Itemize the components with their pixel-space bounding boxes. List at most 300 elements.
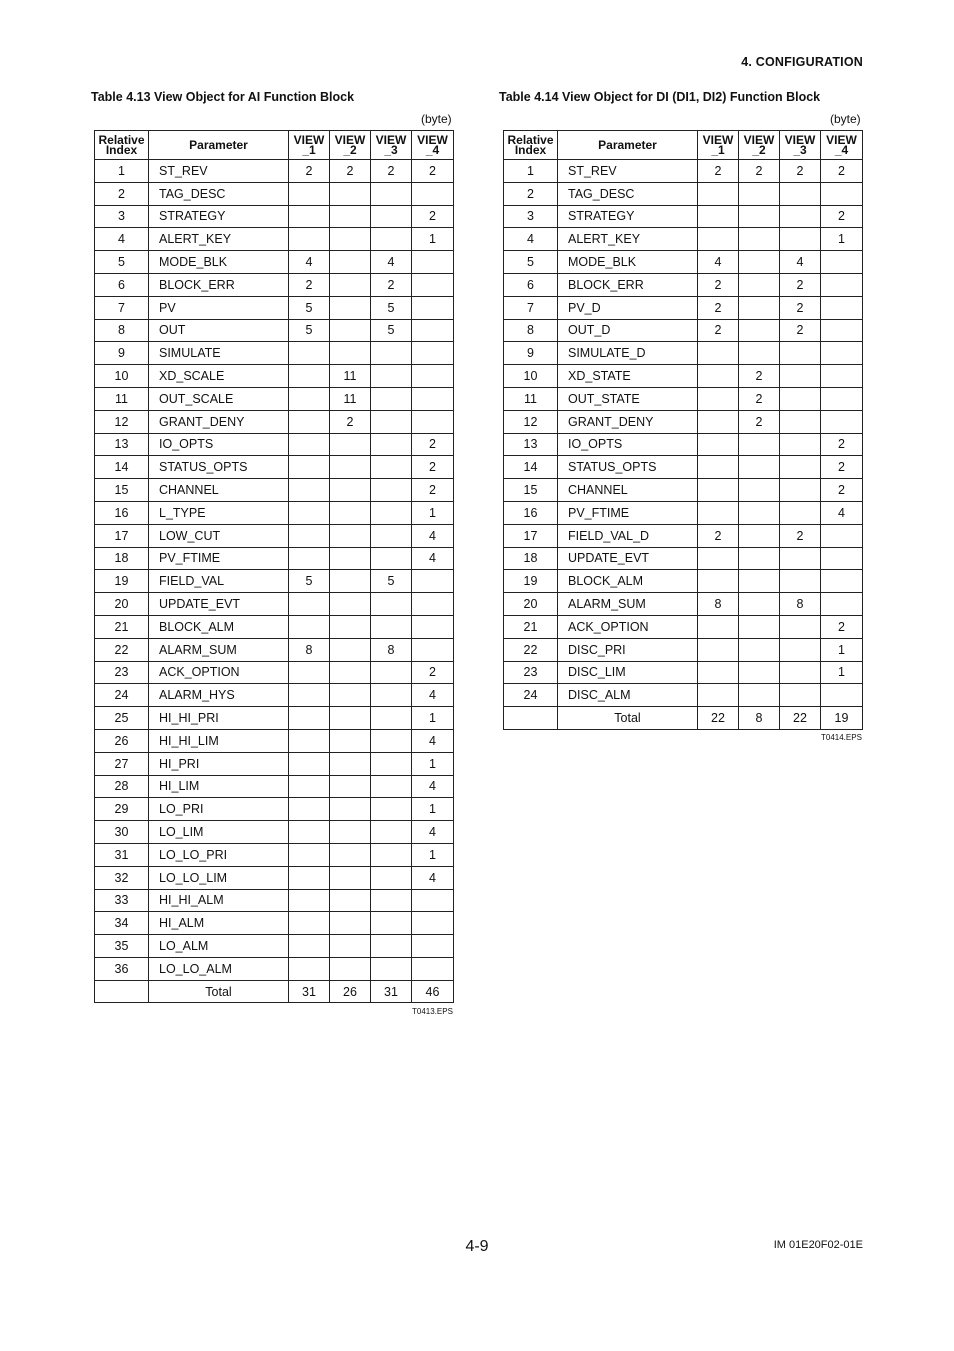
view-cell: 2 [371,160,412,183]
view-cell [330,593,371,616]
parameter-cell: PV_D [558,296,698,319]
view-cell: 4 [412,547,454,570]
parameter-cell: HI_PRI [149,752,289,775]
column-header: VIEW _1 [289,131,330,160]
view-cell [780,479,821,502]
index-cell: 3 [95,205,149,228]
view-cell [330,273,371,296]
view-cell [780,615,821,638]
view-cell: 4 [371,251,412,274]
index-cell: 26 [95,729,149,752]
view-cell: 2 [821,479,863,502]
view-cell [698,638,739,661]
table-row [95,821,454,844]
view-cell [698,615,739,638]
view-cell [330,707,371,730]
parameter-cell: LO_ALM [149,935,289,958]
view-cell [330,752,371,775]
view-cell [289,775,330,798]
index-cell: 7 [504,296,558,319]
view-cell [371,889,412,912]
view-cell: 2 [289,273,330,296]
view-cell [371,182,412,205]
view-cell [371,456,412,479]
view-cell: 1 [412,843,454,866]
table-row [504,410,863,433]
parameter-cell: FIELD_VAL_D [558,524,698,547]
view-cell: 2 [821,160,863,183]
view-cell [698,205,739,228]
parameter-cell: STRATEGY [558,205,698,228]
view-cell: 2 [739,410,780,433]
parameter-cell: HI_HI_PRI [149,707,289,730]
view-cell [780,638,821,661]
view-cell [412,957,454,980]
parameter-cell: DISC_LIM [558,661,698,684]
view-cell [371,479,412,502]
view-cell [371,684,412,707]
view-cell [739,638,780,661]
view-cell [821,570,863,593]
table-row [504,342,863,365]
view-cell: 5 [371,570,412,593]
view-cell [371,615,412,638]
parameter-cell: ACK_OPTION [149,661,289,684]
parameter-cell: LO_LO_PRI [149,843,289,866]
view-cell: 4 [821,501,863,524]
view-cell: 2 [412,479,454,502]
view-cell [289,889,330,912]
table-row [504,296,863,319]
view-cell [821,296,863,319]
index-cell: 21 [504,615,558,638]
parameter-cell: L_TYPE [149,501,289,524]
index-cell: 9 [95,342,149,365]
view-cell: 2 [780,273,821,296]
parameter-cell: GRANT_DENY [558,410,698,433]
index-cell: 36 [95,957,149,980]
view-cell: 4 [412,866,454,889]
parameter-cell: LO_LO_LIM [149,866,289,889]
view-cell [330,821,371,844]
view-cell [330,615,371,638]
index-cell: 9 [504,342,558,365]
parameter-cell: DISC_PRI [558,638,698,661]
view-cell: 1 [412,228,454,251]
column-header: Relative Index [504,131,558,160]
table-header-row [504,131,863,160]
view-cell [412,410,454,433]
index-cell: 30 [95,821,149,844]
parameter-cell: GRANT_DENY [149,410,289,433]
view-cell [330,228,371,251]
view-cell: 8 [289,638,330,661]
parameter-cell: CHANNEL [558,479,698,502]
view-cell [739,524,780,547]
view-cell [698,684,739,707]
view-cell: 11 [330,387,371,410]
view-cell [289,615,330,638]
view-cell [739,456,780,479]
parameter-cell: PV_FTIME [558,501,698,524]
index-cell: 8 [95,319,149,342]
view-cell [412,365,454,388]
parameter-cell: PV_FTIME [149,547,289,570]
view-cell [371,957,412,980]
view-cell [371,821,412,844]
page-number: 4-9 [465,1238,489,1255]
view-cell [330,456,371,479]
view-cell [821,684,863,707]
parameter-cell: OUT_SCALE [149,387,289,410]
table-row [95,638,454,661]
view-cell [289,866,330,889]
total-cell: 46 [412,980,454,1003]
view-cell [780,410,821,433]
index-cell: 27 [95,752,149,775]
view-cell: 2 [821,456,863,479]
index-cell: 11 [504,387,558,410]
parameter-cell: IO_OPTS [558,433,698,456]
view-cell [780,205,821,228]
table-di-view-object [503,130,863,730]
view-cell [330,957,371,980]
view-cell [412,615,454,638]
view-cell [412,273,454,296]
view-cell [739,182,780,205]
view-cell: 8 [780,593,821,616]
view-cell: 4 [698,251,739,274]
column-header: Parameter [558,131,698,160]
view-cell [780,684,821,707]
index-cell: 4 [504,228,558,251]
table-row [504,319,863,342]
parameter-cell: BLOCK_ALM [149,615,289,638]
parameter-cell: ST_REV [149,160,289,183]
table-row [504,251,863,274]
table-ai-view-object [94,130,454,1003]
section-header: 4. CONFIGURATION [741,55,863,69]
view-cell [412,251,454,274]
view-cell [330,251,371,274]
view-cell: 2 [780,160,821,183]
table-row [95,182,454,205]
total-row [95,980,454,1003]
view-cell: 2 [780,319,821,342]
view-cell [739,433,780,456]
view-cell: 1 [412,798,454,821]
view-cell: 5 [289,296,330,319]
view-cell [739,342,780,365]
parameter-cell: MODE_BLK [149,251,289,274]
table-row [95,798,454,821]
view-cell: 2 [412,433,454,456]
view-cell [698,661,739,684]
view-cell [739,570,780,593]
table-di-caption: Table 4.14 View Object for DI (DI1, DI2) Function Block [499,90,821,104]
view-cell: 1 [821,661,863,684]
index-cell: 34 [95,912,149,935]
view-cell [371,935,412,958]
view-cell [330,661,371,684]
parameter-cell: OUT_STATE [558,387,698,410]
table-row [95,251,454,274]
table-row [95,410,454,433]
index-cell: 20 [95,593,149,616]
total-cell: 8 [739,707,780,730]
view-cell [330,319,371,342]
parameter-cell: UPDATE_EVT [558,547,698,570]
parameter-cell: ACK_OPTION [558,615,698,638]
view-cell [739,205,780,228]
view-cell [412,319,454,342]
total-cell: 19 [821,707,863,730]
view-cell [289,501,330,524]
view-cell: 2 [412,160,454,183]
view-cell [371,501,412,524]
index-cell: 10 [95,365,149,388]
total-cell: 22 [698,707,739,730]
table-row [95,160,454,183]
parameter-cell: BLOCK_ERR [149,273,289,296]
view-cell [289,456,330,479]
index-cell: 23 [504,661,558,684]
view-cell: 2 [412,661,454,684]
view-cell [289,387,330,410]
table-row [95,387,454,410]
index-cell: 35 [95,935,149,958]
view-cell: 2 [821,433,863,456]
view-cell [330,205,371,228]
parameter-cell: STRATEGY [149,205,289,228]
view-cell: 5 [371,319,412,342]
view-cell [330,433,371,456]
table-row [95,365,454,388]
parameter-cell: IO_OPTS [149,433,289,456]
view-cell: 1 [412,707,454,730]
view-cell [289,342,330,365]
view-cell [739,273,780,296]
parameter-cell: SIMULATE_D [558,342,698,365]
view-cell [330,524,371,547]
view-cell: 2 [698,524,739,547]
index-cell: 21 [95,615,149,638]
view-cell [698,228,739,251]
table-row [95,342,454,365]
view-cell [289,182,330,205]
table-row [95,684,454,707]
view-cell [289,479,330,502]
column-header: Parameter [149,131,289,160]
table-row [504,570,863,593]
index-cell: 5 [95,251,149,274]
table-row [95,524,454,547]
view-cell [698,479,739,502]
index-cell: 33 [95,889,149,912]
view-cell: 4 [412,729,454,752]
view-cell [780,387,821,410]
view-cell [698,182,739,205]
table-row [504,661,863,684]
view-cell [371,342,412,365]
index-cell: 3 [504,205,558,228]
view-cell: 4 [412,821,454,844]
index-cell: 15 [95,479,149,502]
parameter-cell: LOW_CUT [149,524,289,547]
total-cell [95,980,149,1003]
view-cell [289,365,330,388]
view-cell [289,661,330,684]
table-row [95,775,454,798]
view-cell [412,935,454,958]
parameter-cell: XD_STATE [558,365,698,388]
table-row [95,547,454,570]
index-cell: 17 [95,524,149,547]
index-cell: 23 [95,661,149,684]
view-cell: 2 [412,456,454,479]
view-cell [412,570,454,593]
table-row [95,729,454,752]
table-row [504,479,863,502]
parameter-cell: ALERT_KEY [558,228,698,251]
view-cell [412,889,454,912]
index-cell: 1 [504,160,558,183]
total-label: Total [558,707,698,730]
index-cell: 14 [504,456,558,479]
parameter-cell: OUT_D [558,319,698,342]
view-cell [330,547,371,570]
view-cell [289,752,330,775]
table-row [504,501,863,524]
parameter-cell: DISC_ALM [558,684,698,707]
view-cell [821,524,863,547]
view-cell [289,935,330,958]
view-cell: 2 [330,410,371,433]
view-cell [821,273,863,296]
view-cell [698,456,739,479]
view-cell [330,182,371,205]
index-cell: 32 [95,866,149,889]
table-row [95,707,454,730]
view-cell: 2 [698,296,739,319]
view-cell [289,707,330,730]
view-cell: 1 [412,752,454,775]
parameter-cell: HI_HI_ALM [149,889,289,912]
view-cell [289,843,330,866]
view-cell [780,570,821,593]
table-row [504,615,863,638]
view-cell [739,593,780,616]
view-cell: 4 [412,524,454,547]
view-cell: 4 [780,251,821,274]
table-row [504,638,863,661]
table-row [95,593,454,616]
view-cell: 1 [821,638,863,661]
view-cell [330,775,371,798]
table-row [504,547,863,570]
view-cell: 8 [371,638,412,661]
view-cell [371,547,412,570]
total-cell: 31 [289,980,330,1003]
index-cell: 24 [504,684,558,707]
view-cell [330,501,371,524]
view-cell [739,661,780,684]
index-cell: 14 [95,456,149,479]
table-row [504,433,863,456]
total-cell: 22 [780,707,821,730]
table-row [95,843,454,866]
table-row [95,912,454,935]
parameter-cell: HI_HI_LIM [149,729,289,752]
view-cell [289,547,330,570]
view-cell [330,342,371,365]
view-cell [412,593,454,616]
index-cell: 19 [504,570,558,593]
table-row [95,319,454,342]
parameter-cell: LO_LIM [149,821,289,844]
view-cell [330,866,371,889]
parameter-cell: OUT [149,319,289,342]
column-header: Relative Index [95,131,149,160]
index-cell: 12 [504,410,558,433]
parameter-cell: ST_REV [558,160,698,183]
table-row [95,866,454,889]
table-row [504,160,863,183]
view-cell [739,251,780,274]
view-cell [330,479,371,502]
view-cell [698,365,739,388]
index-cell: 22 [504,638,558,661]
view-cell [739,501,780,524]
table-ai-unit: (byte) [421,112,452,126]
view-cell [330,684,371,707]
view-cell [698,342,739,365]
view-cell [330,570,371,593]
table-row [95,501,454,524]
index-cell: 2 [95,182,149,205]
view-cell [821,593,863,616]
table-row [95,479,454,502]
table-row [95,935,454,958]
table-ai-eps-label: T0413.EPS [412,1007,453,1016]
view-cell [289,798,330,821]
view-cell [821,547,863,570]
view-cell: 2 [330,160,371,183]
table-row [95,205,454,228]
view-cell [698,570,739,593]
column-header: VIEW _2 [330,131,371,160]
parameter-cell: BLOCK_ALM [558,570,698,593]
view-cell: 2 [821,615,863,638]
index-cell: 31 [95,843,149,866]
parameter-cell: TAG_DESC [558,182,698,205]
index-cell: 25 [95,707,149,730]
total-cell: 26 [330,980,371,1003]
column-header: VIEW _4 [821,131,863,160]
parameter-cell: ALARM_SUM [149,638,289,661]
table-header-row [95,131,454,160]
view-cell [412,387,454,410]
table-row [504,205,863,228]
index-cell: 13 [504,433,558,456]
parameter-cell: ALERT_KEY [149,228,289,251]
column-header: VIEW _3 [780,131,821,160]
view-cell: 2 [698,319,739,342]
parameter-cell: FIELD_VAL [149,570,289,593]
index-cell: 4 [95,228,149,251]
parameter-cell: CHANNEL [149,479,289,502]
table-row [95,228,454,251]
